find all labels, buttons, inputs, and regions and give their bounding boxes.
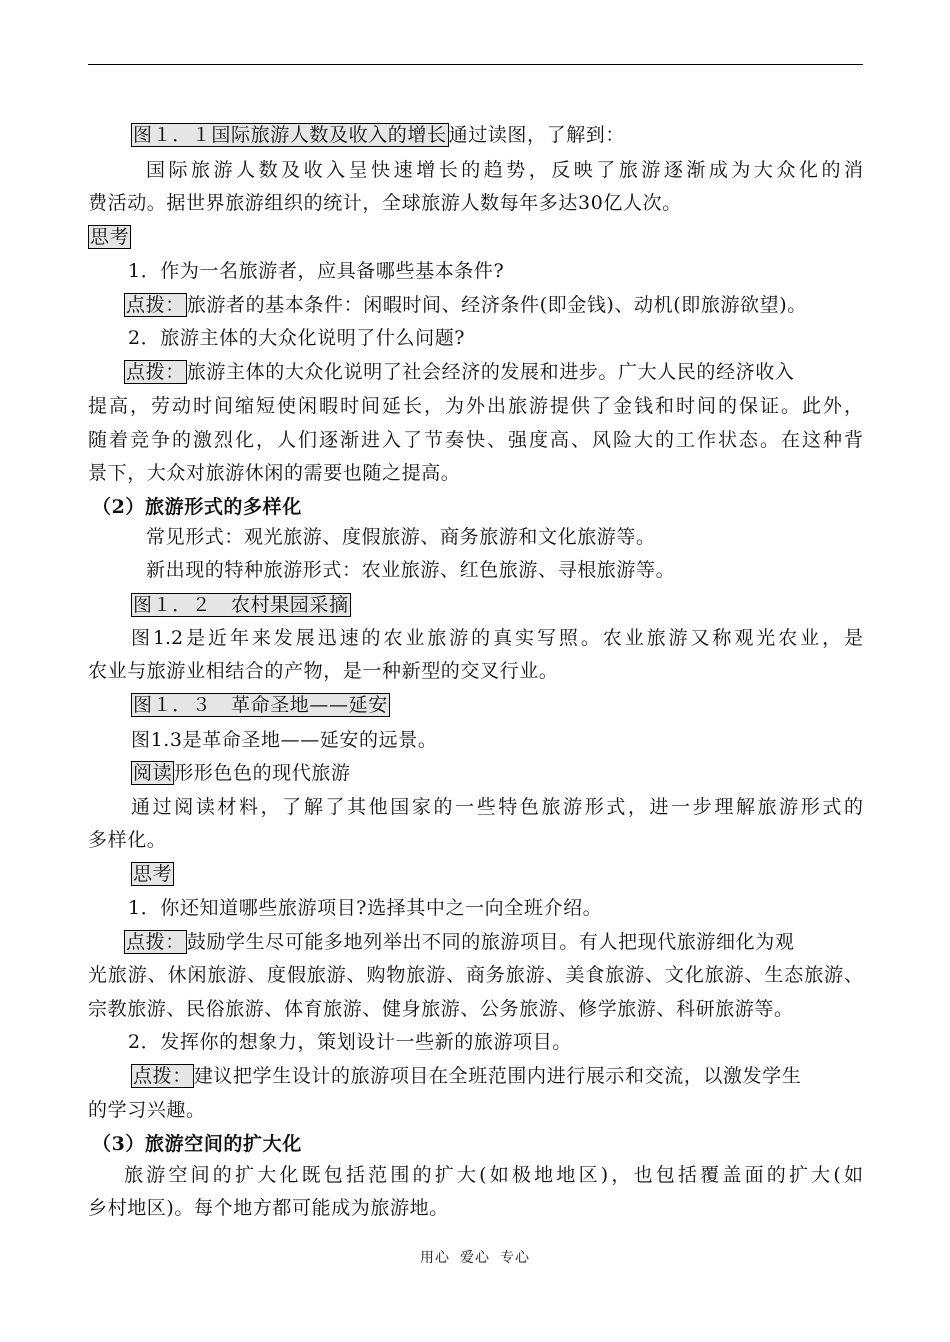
sec2-title: （2）旅游形式的多样化 [92, 496, 302, 518]
think2-a1-line3: 宗教旅游、民俗旅游、体育旅游、健身旅游、公务旅游、修学旅游、科研旅游等。 [88, 998, 794, 1020]
fig3-caption-line [131, 694, 906, 716]
fig2-caption-line [131, 594, 906, 616]
read-desc-line2: 多样化。 [88, 829, 167, 851]
think1-a2-line4: 景下，大众对旅游休闲的需要也随之提高。 [88, 462, 461, 484]
sec3-line1: 旅游空间的扩大化既包括范围的扩大(如极地地区)，也包括覆盖面的扩大(如 [124, 1164, 863, 1186]
think1-line [88, 226, 863, 248]
think1-q2: 2．旅游主体的大众化说明了什么问题? [128, 327, 466, 349]
footer-word-2: 爱心 [460, 1250, 490, 1266]
fig2-desc-line2: 农业与旅游业相结合的产物，是一种新型的交叉行业。 [88, 660, 559, 682]
think2-q1: 1．你还知道哪些旅游项目?选择其中之一向全班介绍。 [128, 897, 603, 919]
fig2-desc-line1: 图1.2是近年来发展迅速的农业旅游的真实写照。农业旅游又称观光农业，是 [131, 627, 863, 649]
sec3-title: （3）旅游空间的扩大化 [92, 1133, 302, 1155]
think2-a2-line2: 的学习兴趣。 [88, 1099, 206, 1121]
fig1-after: 通过读图，了解到： [448, 124, 626, 146]
read-desc-line1: 通过阅读材料，了解了其他国家的一些特色旅游形式，进一步理解旅游形式的 [131, 796, 863, 818]
think2-label: 思考 [133, 863, 173, 885]
think2-a1-text1: 鼓励学生尽可能多地列举出不同的旅游项目。有人把现代旅游细化为观 [186, 931, 795, 953]
think2-a2-text1: 建议把学生设计的旅游项目在全班范围内进行展示和交流，以激发学生 [193, 1065, 802, 1087]
sec3-line2: 乡村地区)。每个地方都可能成为旅游地。 [88, 1197, 449, 1219]
page-footer [0, 1247, 950, 1267]
fig3-caption: 图１．３ 革命圣地——延安 [133, 694, 388, 716]
footer-word-1: 用心 [420, 1250, 450, 1266]
think1-a1: 旅游者的基本条件：闲暇时间、经济条件(即金钱)、动机(即旅游欲望)。 [186, 294, 807, 316]
think1-hint1-label: 点拨： [126, 294, 185, 316]
fig1-caption: 图１．１国际旅游人数及收入的增长 [133, 124, 447, 146]
read-title: 形形色色的现代旅游 [174, 762, 351, 784]
fig3-desc: 图1.3是革命圣地——延安的远景。 [131, 729, 438, 751]
header-rule [88, 64, 863, 65]
fig2-caption: 图１．２ 农村果园采摘 [133, 594, 349, 616]
think2-hint2-label: 点拨： [133, 1065, 192, 1087]
think2-hint1-label: 点拨： [126, 931, 185, 953]
sec2-new: 新出现的特种旅游形式：农业旅游、红色旅游、寻根旅游等。 [146, 559, 676, 581]
think1-a2-text1: 旅游主体的大众化说明了社会经济的发展和进步。广大人民的经济收入 [186, 361, 795, 383]
read-line [131, 762, 906, 784]
think2-q2: 2．发挥你的想象力，策划设计一些新的旅游项目。 [128, 1031, 572, 1053]
p1-line2: 费活动。据世界旅游组织的统计，全球旅游人数每年多达30亿人次。 [88, 192, 682, 214]
sec2-common: 常见形式：观光旅游、度假旅游、商务旅游和文化旅游等。 [146, 526, 656, 548]
think1-a1-line [124, 294, 864, 316]
think1-a2-line3: 随着竞争的激烈化，人们逐渐进入了节奏快、强度高、风险大的工作状态。在这种背 [88, 429, 863, 451]
think2-a2-line1 [131, 1065, 863, 1087]
think1-q1: 1．作为一名旅游者，应具备哪些基本条件? [128, 260, 505, 282]
p1-line1: 国际旅游人数及收入呈快速增长的趋势，反映了旅游逐渐成为大众化的消 [146, 159, 863, 181]
think1-label: 思考 [90, 226, 130, 248]
read-label: 阅读 [133, 762, 173, 784]
think1-a2-line1 [124, 361, 864, 383]
think1-hint2-label: 点拨： [126, 361, 185, 383]
think2-a1-line1 [124, 931, 864, 953]
think2-line [131, 863, 906, 885]
fig1-caption-line [131, 124, 871, 146]
think1-a2-line2: 提高，劳动时间缩短使闲暇时间延长，为外出旅游提供了金钱和时间的保证。此外， [88, 395, 863, 417]
footer-word-3: 专心 [500, 1250, 530, 1266]
think2-a1-line2: 光旅游、休闲旅游、度假旅游、购物旅游、商务旅游、美食旅游、文化旅游、生态旅游、 [88, 964, 863, 986]
